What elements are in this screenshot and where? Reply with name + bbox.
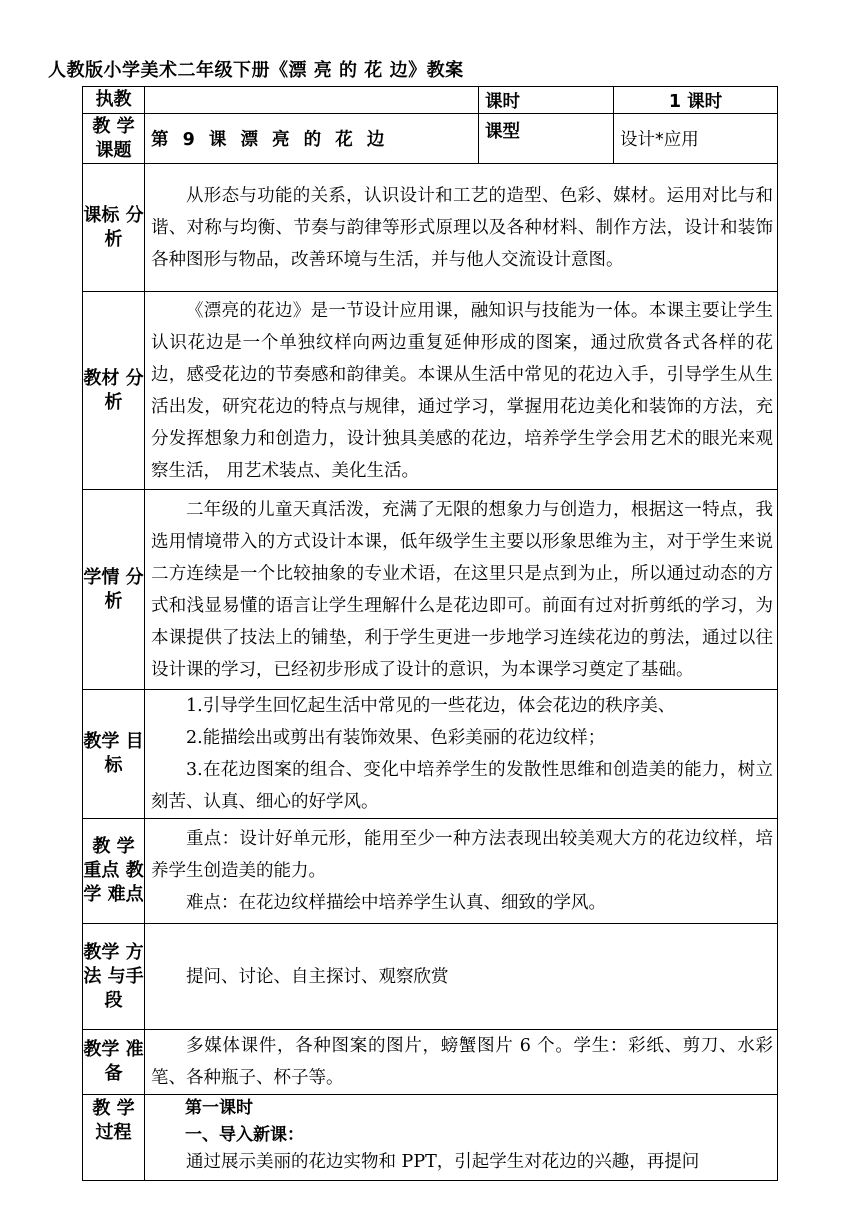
paragraph: 提问、讨论、自主探讨、观察欣赏 xyxy=(186,966,449,987)
section-label: 学情 分析 xyxy=(83,490,145,690)
document-title: 人教版小学美术二年级下册《漂 亮 的 花 边》教案 xyxy=(48,60,464,81)
paragraph: 一、导入新课： xyxy=(185,1125,304,1145)
hours-value: 1 课时 xyxy=(614,87,778,114)
section-body xyxy=(145,490,778,690)
section-label: 教 学 重点 教 学 难点 xyxy=(83,819,145,924)
teacher-value xyxy=(145,87,479,114)
material-analysis-row xyxy=(83,292,778,490)
student-analysis-row xyxy=(83,490,778,690)
section-label: 教学 准备 xyxy=(83,1030,145,1095)
section-label: 教 学 过程 xyxy=(83,1095,145,1181)
methods-row xyxy=(83,924,778,1030)
section-label: 教材 分析 xyxy=(83,292,145,490)
paragraph: 1.引导学生回忆起生活中常见的一些花边，体会花边的秩序美、 xyxy=(186,696,676,716)
paragraph: 3.在花边图案的组合、变化中培养学生的发散性思维和创造美的能力，树立刻苦、认真、细心的好学风。 xyxy=(151,760,773,812)
paragraph: 第一课时 xyxy=(185,1098,253,1118)
section-body xyxy=(145,1095,778,1181)
topic-label: 教 学 课题 xyxy=(83,114,145,164)
section-body xyxy=(145,1030,778,1095)
paragraph: 2.能描绘出或剪出有装饰效果、色彩美丽的花边纹样； xyxy=(186,728,606,748)
hours-label: 课时 xyxy=(479,87,614,114)
section-body xyxy=(145,690,778,819)
standard-analysis-row xyxy=(83,164,778,292)
teacher-label: 执教 xyxy=(83,87,145,114)
section-body xyxy=(145,292,778,490)
paragraph: 《漂亮的花边》是一节设计应用课，融知识与技能为一体。本课主要让学生认识花边是一个单独纹样向两边重复延伸形成的图案，通过欣赏各式各样的花边，感受花边的节奏感和韵律美。本课从生活中常见的花边入手，引导学生从生活出发，研究花边的特点与规律，通过学习，掌握用花边美化和装饰的方法，充分发挥想象力和创造力，设计独具美感的花边，培养学生学会用艺术的眼光来观察生活， 用艺术装点、美化生活。 xyxy=(151,300,773,481)
key-points-row xyxy=(83,819,778,924)
process-row xyxy=(83,1095,778,1181)
type-label: 课型 xyxy=(479,114,614,164)
section-label: 教学 目标 xyxy=(83,690,145,819)
paragraph: 通过展示美丽的花边实物和 PPT，引起学生对花边的兴趣，再提问 xyxy=(186,1152,700,1172)
section-body xyxy=(145,819,778,924)
paragraph: 多媒体课件，各种图案的图片，螃蟹图片 6 个。学生：彩纸、剪刀、水彩笔、各种瓶子、杯子等。 xyxy=(151,1036,773,1088)
header-row xyxy=(83,87,778,114)
section-label: 课标 分析 xyxy=(83,164,145,292)
topic-value: 第 9 课 漂 亮 的 花 边 xyxy=(145,114,479,164)
section-label: 教学 方法 与手 段 xyxy=(83,924,145,1030)
paragraph: 从形态与功能的关系，认识设计和工艺的造型、色彩、媒材。运用对比与和谐、对称与均衡、节奏与韵律等形式原理以及各种材料、制作方法，设计和装饰各种图形与物品，改善环境与生活，并与他人交流设计意图。 xyxy=(151,185,773,270)
preparation-row xyxy=(83,1030,778,1095)
topic-row xyxy=(83,114,778,164)
paragraph: 二年级的儿童天真活泼，充满了无限的想象力与创造力，根据这一特点，我选用情境带入的方式设计本课，低年级学生主要以形象思维为主，对于学生来说二方连续是一个比较抽象的专业术语，在这里只是点到为止，所以通过动态的方式和浅显易懂的语言让学生理解什么是花边即可。前面有过对折剪纸的学习，为本课提供了技法上的铺垫，利于学生更进一步地学习连续花边的剪法，通过以往设计课的学习，已经初步形成了设计的意识，为本课学习奠定了基础。 xyxy=(151,499,773,680)
lesson-plan-table xyxy=(82,86,778,1181)
objectives-row xyxy=(83,690,778,819)
paragraph: 重点：设计好单元形，能用至少一种方法表现出较美观大方的花边纹样，培养学生创造美的能力。 xyxy=(151,829,773,881)
paragraph: 难点：在花边纹样描绘中培养学生认真、细致的学风。 xyxy=(186,893,606,913)
section-body xyxy=(145,924,778,1030)
section-body xyxy=(145,164,778,292)
type-value: 设计*应用 xyxy=(614,114,778,164)
